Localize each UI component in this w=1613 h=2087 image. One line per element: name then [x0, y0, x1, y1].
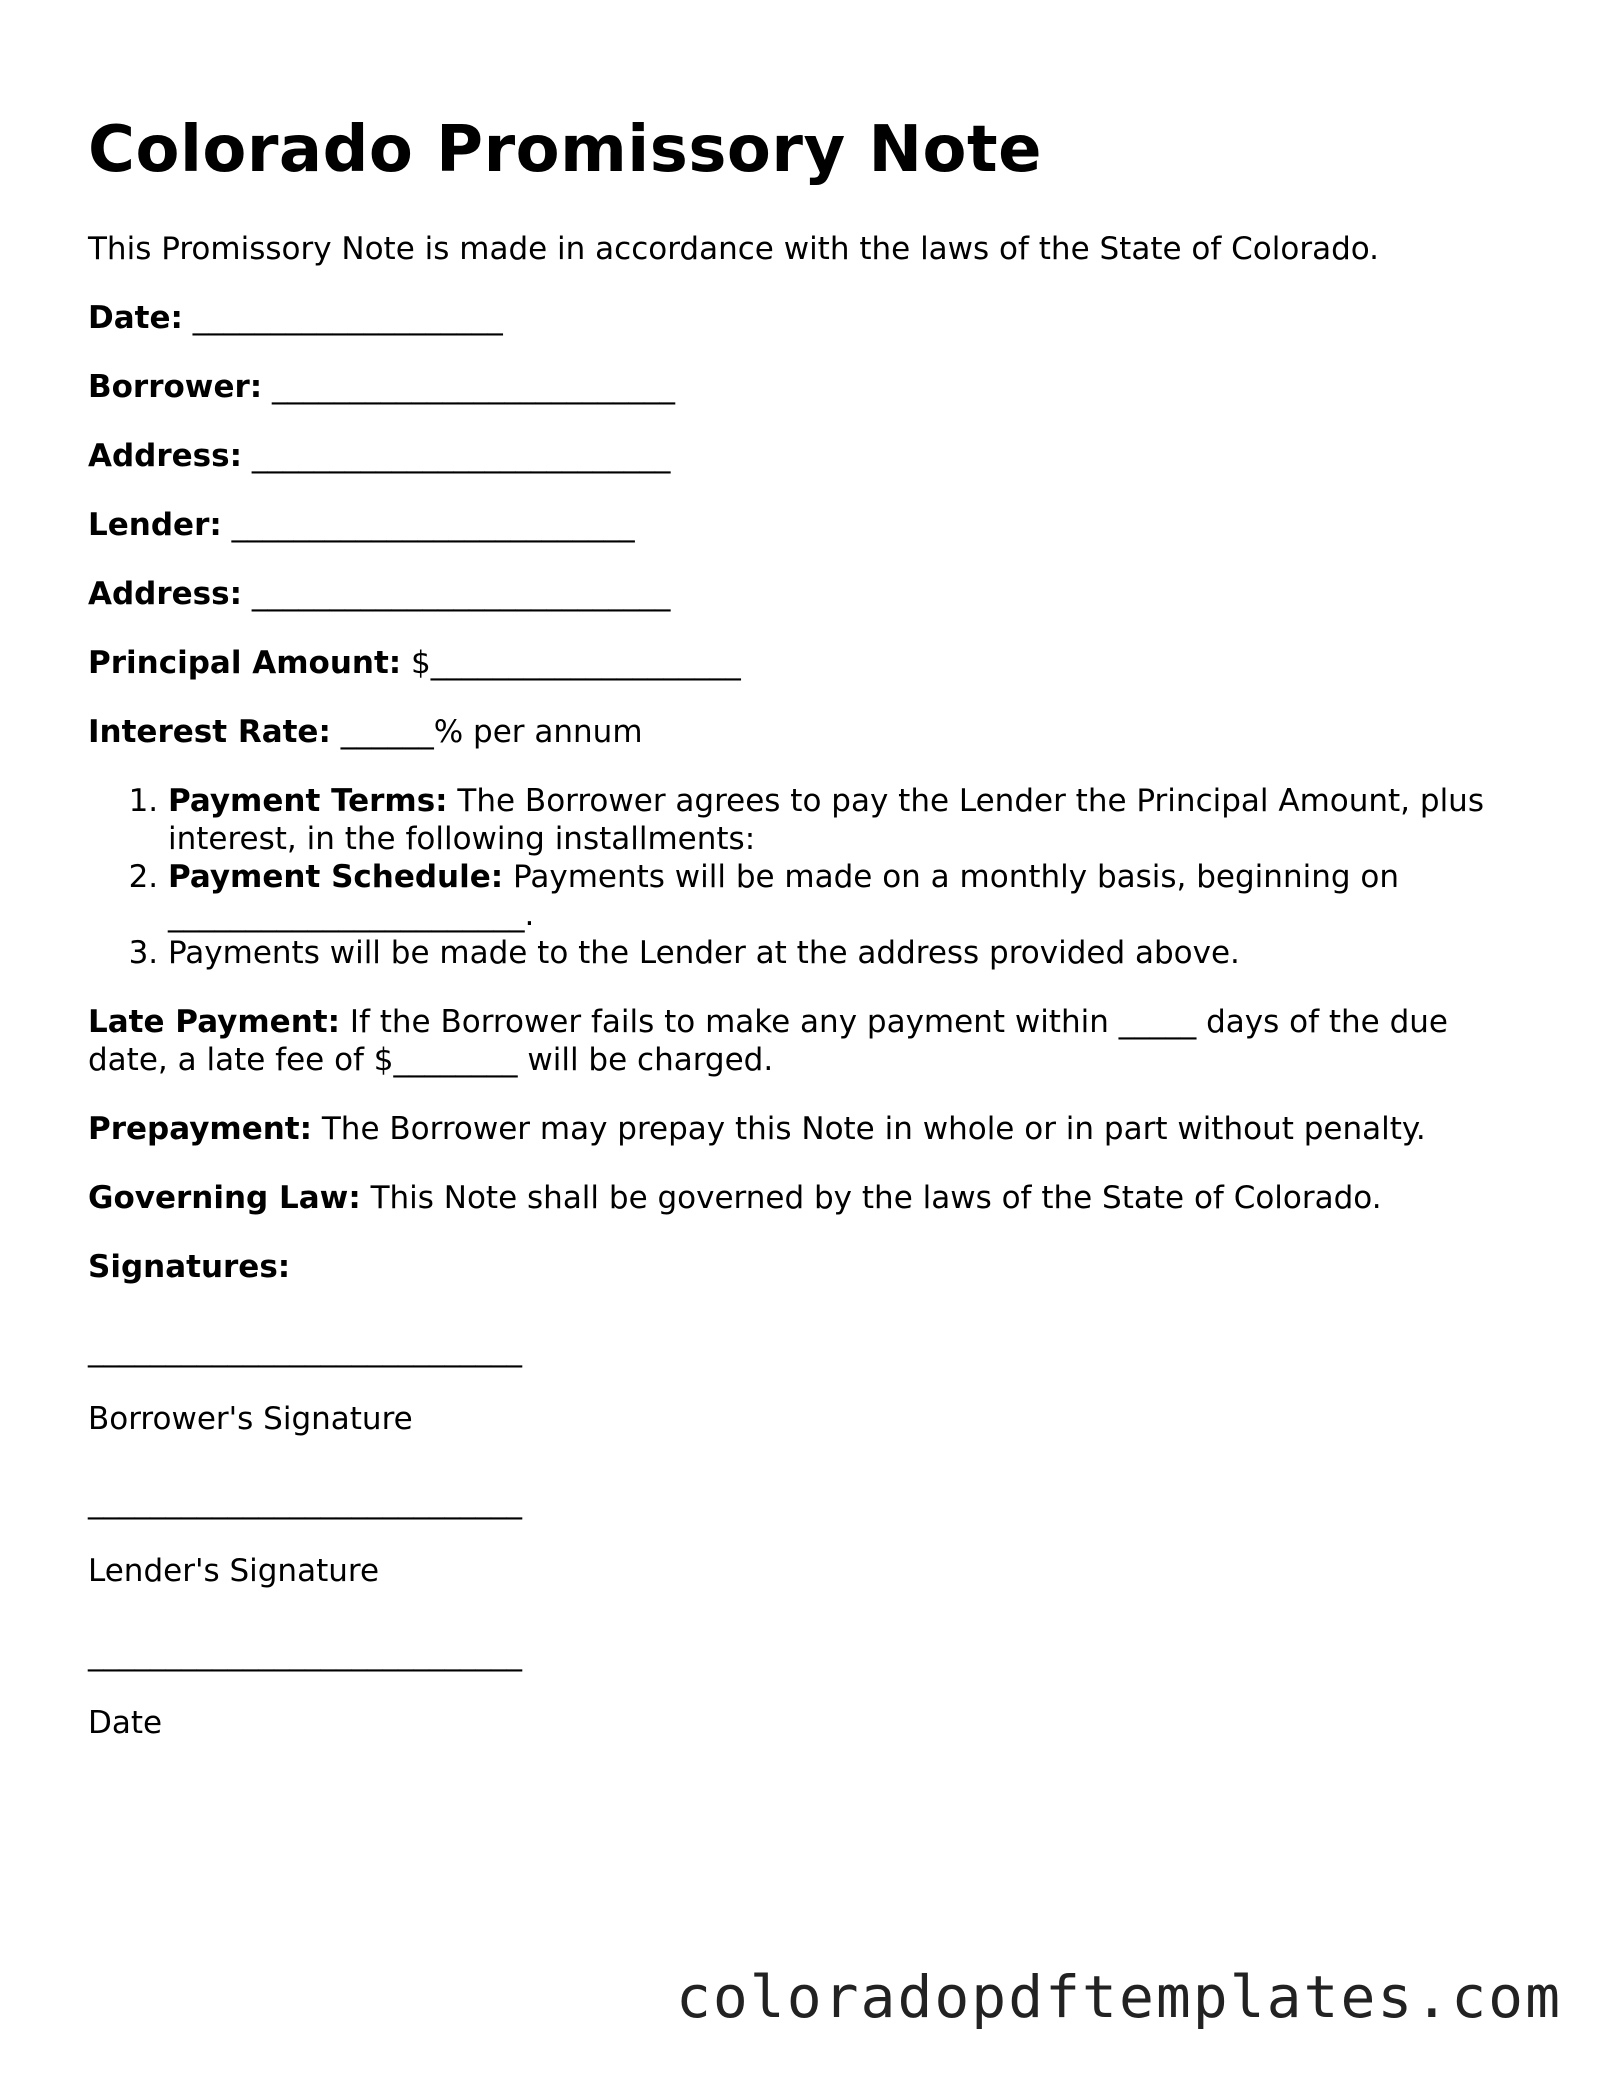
borrower-signature-line: ____________________________ — [88, 1332, 522, 1368]
lender-address-field — [88, 575, 1528, 613]
lender-field — [88, 506, 1528, 544]
list-item — [168, 858, 1528, 934]
date-signature-line: ____________________________ — [88, 1636, 522, 1672]
borrower-address-blank: ___________________________ — [251, 438, 671, 474]
date-blank: ____________________ — [192, 300, 503, 336]
lender-blank: __________________________ — [231, 507, 635, 543]
borrower-signature-label: Borrower's Signature — [88, 1401, 413, 1437]
lender-signature-line: ____________________________ — [88, 1484, 522, 1520]
borrower-address-field — [88, 437, 1528, 475]
list-item — [168, 782, 1528, 858]
interest-rate-blank: ______% per annum — [340, 714, 643, 750]
payment-terms-text: The Borrower agrees to pay the Lender the Principal Amount, plus interest, in the following installments: — [168, 783, 1484, 857]
footer-watermark: coloradopdftemplates.com — [675, 1963, 1562, 2031]
date-label: Date: — [88, 300, 183, 336]
intro-paragraph: This Promissory Note is made in accordance with the laws of the State of Colorado. — [88, 231, 1380, 267]
governing-law-text: This Note shall be governed by the laws of the State of Colorado. — [370, 1180, 1382, 1216]
late-payment-paragraph — [88, 1003, 1528, 1079]
borrower-label: Borrower: — [88, 369, 263, 405]
payment-terms-label: Payment Terms: — [168, 783, 448, 819]
borrower-blank: __________________________ — [272, 369, 676, 405]
payment-schedule-text: Payments will be made on a monthly basis, beginning on _______________________. — [168, 859, 1399, 933]
governing-law-paragraph — [88, 1179, 1528, 1217]
lender-label: Lender: — [88, 507, 222, 543]
date-field — [88, 299, 1528, 337]
signatures-heading-label: Signatures: — [88, 1249, 291, 1285]
payment-schedule-label: Payment Schedule: — [168, 859, 504, 895]
governing-law-label: Governing Law: — [88, 1180, 361, 1216]
signatures-heading — [88, 1248, 1528, 1286]
borrower-field — [88, 368, 1528, 406]
payment-location-text: Payments will be made to the Lender at the address provided above. — [168, 935, 1240, 971]
principal-amount-blank: $____________________ — [411, 645, 741, 681]
date-signature-label: Date — [88, 1705, 163, 1741]
lender-address-label: Address: — [88, 576, 242, 612]
principal-amount-field — [88, 644, 1528, 682]
lender-address-blank: ___________________________ — [251, 576, 671, 612]
prepayment-label: Prepayment: — [88, 1111, 313, 1147]
terms-list — [88, 782, 1528, 972]
document-page — [88, 110, 1528, 1787]
borrower-address-label: Address: — [88, 438, 242, 474]
interest-rate-label: Interest Rate: — [88, 714, 331, 750]
document-title: Colorado Promissory Note — [88, 113, 1042, 187]
late-payment-label: Late Payment: — [88, 1004, 340, 1040]
lender-signature-label: Lender's Signature — [88, 1553, 380, 1589]
list-item — [168, 934, 1528, 972]
prepayment-text: The Borrower may prepay this Note in whole or in part without penalty. — [321, 1111, 1426, 1147]
interest-rate-field — [88, 713, 1528, 751]
prepayment-paragraph — [88, 1110, 1528, 1148]
principal-amount-label: Principal Amount: — [88, 645, 402, 681]
late-payment-text: If the Borrower fails to make any payment within _____ days of the due date, a late fee of $________ will be charged. — [88, 1004, 1448, 1078]
